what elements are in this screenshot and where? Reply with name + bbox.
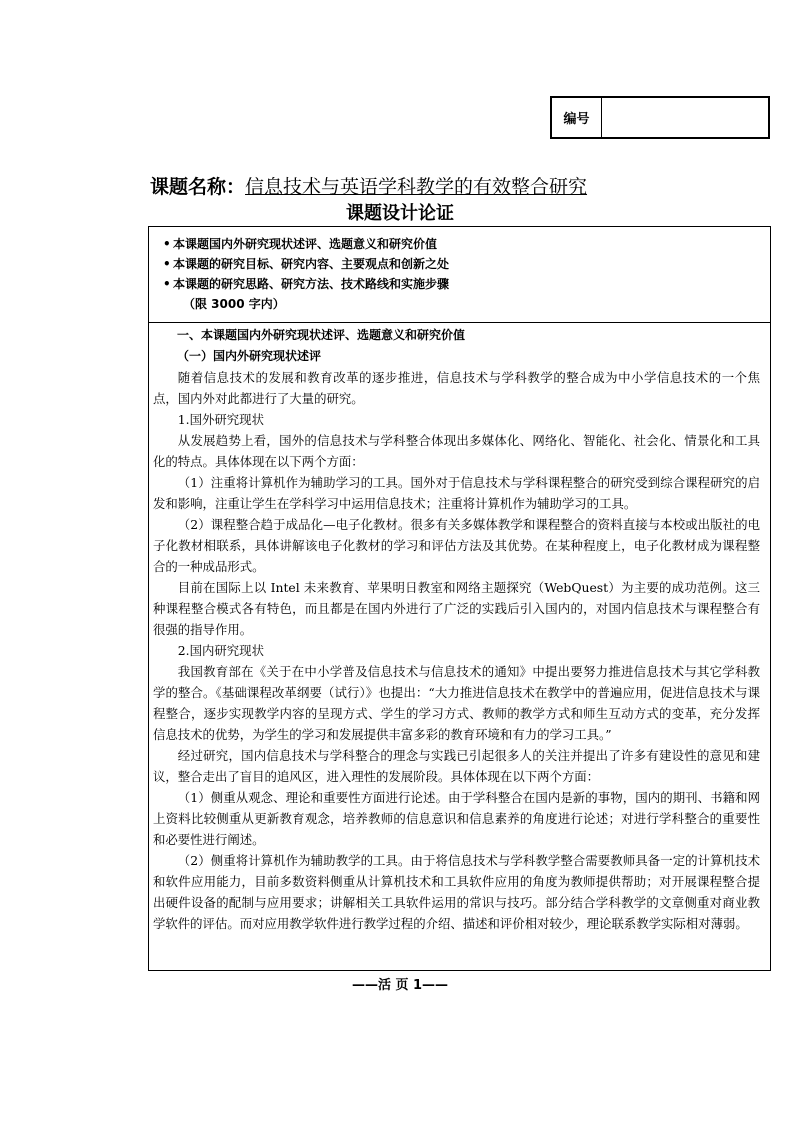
content-frame [148, 226, 771, 971]
body-text [149, 323, 770, 934]
body-paragraph: 2.国内研究现状 [177, 643, 264, 658]
requirement-item: • 本课题国内外研究现状述评、选题意义和研究价值 [163, 234, 770, 254]
body-paragraph: （1）注重将计算机作为辅助学习的工具。国外对于信息技术与学科课程整合的研究受到综合课程研究的启发和影响，注重让学生在学科学习中运用信息技术；注重将计算机作为辅助学习的工具。 [153, 475, 760, 511]
bullet-icon: • [163, 257, 171, 271]
bullet-icon: • [163, 237, 171, 251]
body-paragraph: （2）课程整合趋于成品化—电子化教材。很多有关多媒体教学和课程整合的资料直接与本校或出版社的电子化教材相联系，具体讲解该电子化教材的学习和评估方法及其优势。在某种程度上，电子化教材成为课程整合的一种成品形式。 [153, 517, 760, 574]
body-paragraph: 我国教育部在《关于在中小学普及信息技术与信息技术的通知》中提出要努力推进信息技术与其它学科教学的整合。《基础课程改革纲要（试行）》也提出：“大力推进信息技术在教学中的普遍应用，促进信息技术与课程整合，逐步实现教学内容的呈现方式、学生的学习方式、教师的教学方式和师生互动方式的变革，充分发挥信息技术的优势，为学生的学习和发展提供丰富多彩的教育环境和有力的学习工具。” [153, 664, 760, 742]
number-value [602, 98, 768, 137]
topic-line [150, 172, 587, 199]
page-footer: ——活 页 1—— [351, 978, 449, 993]
body-paragraph: 从发展趋势上看，国外的信息技术与学科整合体现出多媒体化、网络化、智能化、社会化、情景化和工具化的特点。具体体现在以下两个方面： [153, 433, 760, 469]
requirement-item: • 本课题的研究思路、研究方法、技术路线和实施步骤 [163, 274, 770, 294]
requirement-item: • 本课题的研究目标、研究内容、主要观点和创新之处 [163, 254, 770, 274]
section-heading: 一、本课题国内外研究现状述评、选题意义和研究价值 [177, 328, 466, 342]
number-label: 编号 [552, 98, 602, 137]
word-limit-note: （限 3000 字内） [183, 297, 285, 311]
body-paragraph: 1.国外研究现状 [177, 412, 264, 427]
topic-label: 课题名称： [150, 176, 246, 198]
body-paragraph: 目前在国际上以 Intel 未来教育、苹果明日教室和网络主题探究（WebQuest）为主要的成功范例。这三种课程整合模式各有特色，而且都是在国内外进行了广泛的实践后引入国内的，对国内信息技术与课程整合有很强的指导作用。 [153, 580, 760, 637]
bullet-icon: • [163, 277, 171, 291]
body-paragraph: 经过研究，国内信息技术与学科整合的理念与实践已引起很多人的关注并提出了许多有建设性的意见和建议，整合走出了盲目的追风区，进入理性的发展阶段。具体体现在以下两个方面： [153, 748, 760, 784]
page-subtitle: 课题设计论证 [346, 203, 454, 224]
requirements-section [149, 227, 770, 323]
body-paragraph: （1）侧重从观念、理论和重要性方面进行论述。由于学科整合在国内是新的事物，国内的期刊、书籍和网上资料比较侧重从更新教育观念，培养教师的信息意识和信息素养的角度进行论述；对进行学科整合的重要性和必要性进行阐述。 [153, 790, 760, 847]
body-paragraph: （2）侧重将计算机作为辅助教学的工具。由于将信息技术与学科教学整合需要教师具备一定的计算机技术和软件应用能力，目前多数资料侧重从计算机技术和工具软件应用的角度为教师提供帮助；对开展课程整合提出硬件设备的配制与应用要求；讲解相关工具软件运用的常识与技巧。部分结合学科教学的文章侧重对商业教学软件的评估。而对应用教学软件进行教学过程的介绍、描述和评价相对较少，理论联系教学实际相对薄弱。 [153, 853, 760, 931]
topic-name: 信息技术与英语学科教学的有效整合研究 [245, 176, 588, 198]
body-paragraph: 随着信息技术的发展和教育改革的逐步推进，信息技术与学科教学的整合成为中小学信息技术的一个焦点，国内外对此都进行了大量的研究。 [153, 370, 760, 406]
number-box [550, 96, 770, 139]
section-heading: （一）国内外研究现状述评 [177, 349, 322, 363]
